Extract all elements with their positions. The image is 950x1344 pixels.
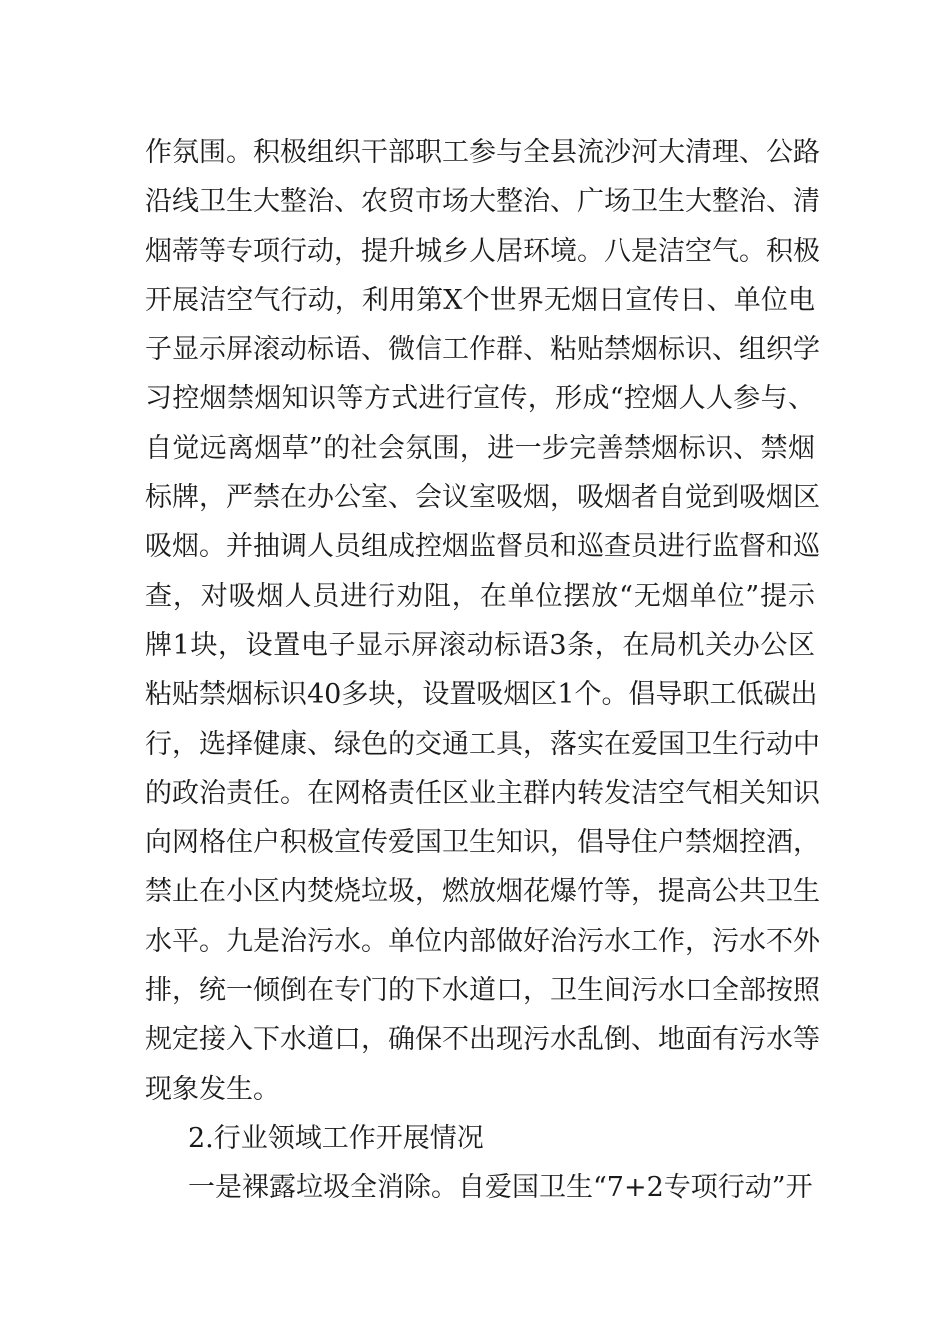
- text-line-20: 现象发生。: [145, 1073, 280, 1105]
- text-line-15: 向网格住户积极宣传爱国卫生知识，倡导住户禁烟控酒，: [145, 827, 820, 859]
- text-line-3: 烟蒂等专项行动，提升城乡人居环境。八是洁空气。积极: [145, 235, 820, 267]
- text-line-8: 标牌，严禁在办公室、会议室吸烟，吸烟者自觉到吸烟区: [145, 482, 820, 514]
- text-line-5: 子显示屏滚动标语、微信工作群、粘贴禁烟标识、组织学: [145, 334, 820, 366]
- text-line-11: 牌1块，设置电子显示屏滚动标语3条，在局机关办公区: [145, 629, 815, 661]
- text-line-4: 开展洁空气行动，利用第X个世界无烟日宣传日、单位电: [145, 284, 815, 316]
- text-line-17: 水平。九是治污水。单位内部做好治污水工作，污水不外: [145, 925, 820, 957]
- text-line-7: 自觉远离烟草”的社会氛围，进一步完善禁烟标识、禁烟: [145, 432, 815, 464]
- text-line-2: 沿线卫生大整治、农贸市场大整治、广场卫生大整治、清: [145, 186, 820, 218]
- section-heading: 2.行业领域工作开展情况: [188, 1122, 484, 1154]
- text-line-22: 一是裸露垃圾全消除。自爱国卫生“7+2专项行动”开: [188, 1172, 813, 1204]
- text-line-10: 查，对吸烟人员进行劝阻，在单位摆放“无烟单位”提示: [145, 580, 815, 612]
- text-line-19: 规定接入下水道口，确保不出现污水乱倒、地面有污水等: [145, 1024, 820, 1056]
- text-line-14: 的政治责任。在网格责任区业主群内转发洁空气相关知识: [145, 777, 820, 809]
- text-line-6: 习控烟禁烟知识等方式进行宣传，形成“控烟人人参与、: [145, 383, 815, 415]
- text-line-12: 粘贴禁烟标识40多块，设置吸烟区1个。倡导职工低碳出: [145, 679, 818, 711]
- body-text: [145, 128, 820, 1213]
- text-line-9: 吸烟。并抽调人员组成控烟监督员和巡查员进行监督和巡: [145, 531, 820, 563]
- text-line-13: 行，选择健康、绿色的交通工具，落实在爱国卫生行动中: [145, 728, 820, 760]
- text-line-16: 禁止在小区内焚烧垃圾，燃放烟花爆竹等，提高公共卫生: [145, 876, 820, 908]
- text-line-1: 作氛围。积极组织干部职工参与全县流沙河大清理、公路: [145, 137, 820, 168]
- text-line-18: 排，统一倾倒在专门的下水道口，卫生间污水口全部按照: [145, 975, 820, 1007]
